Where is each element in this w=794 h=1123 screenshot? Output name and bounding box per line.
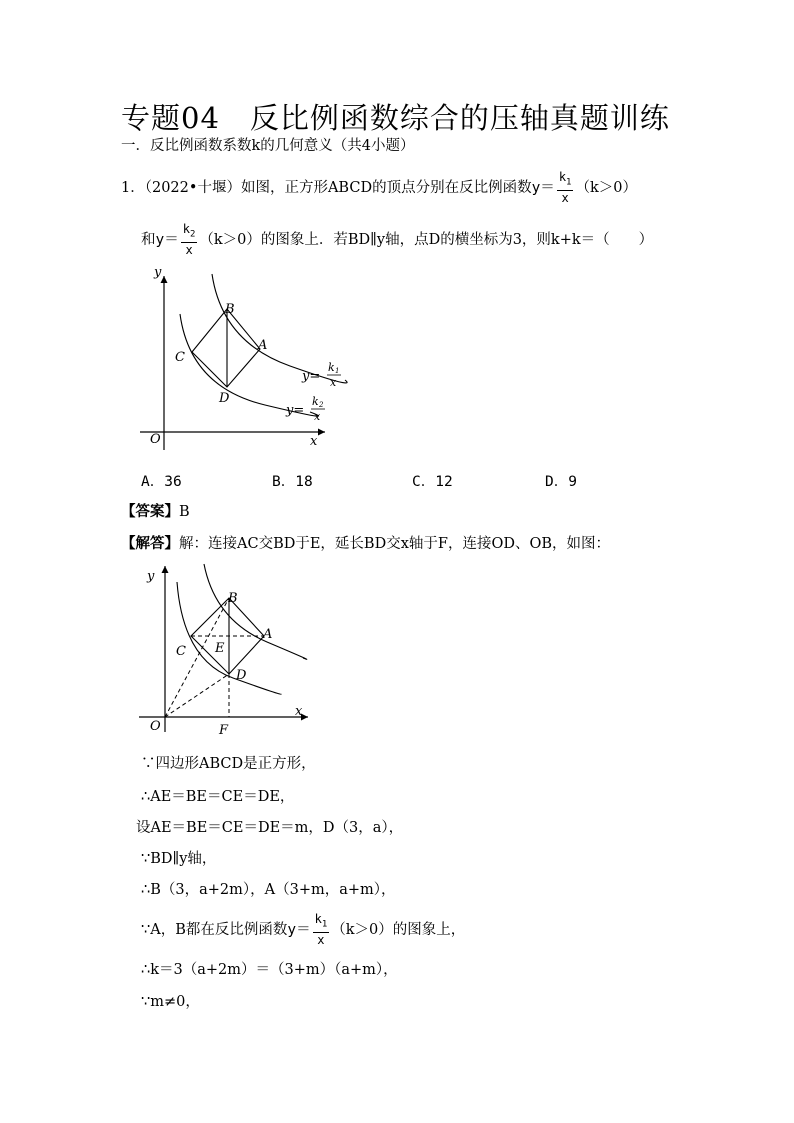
point-a-label: A [258,338,268,353]
solution-step-6 [141,912,465,948]
fraction-numerator: k [314,912,322,926]
answer-value: B [179,504,190,520]
fraction-numerator: k [182,222,190,236]
line-od [165,674,229,717]
curve-k2-y-label: y= [286,403,305,418]
fraction-denominator: x [561,191,569,206]
question-stem-a: 如图，正方形ABCD的顶点分别在反比例函数 [240,180,532,197]
solution-step-2: ∴AE＝BE＝CE＝DE， [141,789,295,805]
fraction-k1-over-x [557,170,574,206]
y-axis-label: y [147,569,155,584]
answer-line [121,500,190,521]
y-equals: y＝ [287,922,311,939]
option-b: B．18 [272,474,313,490]
step-6-text-b: （k＞0）的图象上， [331,922,466,939]
question-1-line-1 [121,170,637,206]
point-b-label: B [228,591,238,606]
fraction-k1-over-x [313,912,330,948]
solution-step-7: ∴k＝3（a+2m）＝（3+m）（a+m）， [141,962,398,978]
solution-step-4: ∵BD∥y轴， [141,851,217,867]
fraction-denominator: x [317,933,325,948]
curve-k2-denominator: x [314,410,321,423]
fraction-denominator: x [185,243,193,258]
point-c-label: C [176,644,186,659]
point-b-label: B [225,302,235,317]
curve-k2 [180,314,319,416]
subscript: 1 [566,177,572,188]
solution-step-1: ∵四边形ABCD是正方形， [141,756,316,772]
point-d-label: D [219,391,230,406]
option-d: D．9 [545,474,577,490]
fraction-k2-over-x [181,222,198,258]
question-1-line-2 [141,222,653,258]
curve-k1-y-label: y= [302,369,321,384]
curve-k1 [212,274,347,383]
fraction-numerator: k [558,170,567,184]
origin-label: O [150,719,161,734]
step-6-text-a: ∵A，B都在反比例函数 [141,922,288,939]
question-number: 1． [121,180,145,197]
point-c-label: C [175,350,185,365]
curve-k1-denominator: x [330,376,337,389]
solution-step-3: 设AE＝BE＝CE＝DE＝m，D（3，a）， [136,820,404,836]
answer-label: 【答案】 [121,503,179,520]
point-d-label: D [236,668,247,683]
point-a-label: A [263,627,273,642]
and-text: 和 [141,232,156,249]
question-source: （2022•十堰） [144,180,241,197]
square-abcd [192,309,260,387]
condition: （k＞0） [575,180,637,197]
subscript: 2 [189,229,196,240]
x-axis-label: x [295,704,303,719]
section-heading: 一．反比例函数系数k的几何意义（共4小题） [121,138,415,154]
question-stem-b: 的图象上．若BD∥y轴，点D的横坐标为3，则k+k＝（ ） [260,232,654,249]
condition: （k＞0） [199,232,261,249]
solution-intro-line [121,532,610,553]
line-ob [165,598,229,717]
figure-2 [133,560,318,740]
solution-step-8: ∵m≠0， [141,994,200,1010]
curve-k2-subscript: 2 [319,401,324,409]
solution-label: 【解答】 [121,535,179,552]
y-equals: y＝ [155,232,179,249]
point-e-label: E [215,641,225,656]
point-f-label: F [219,723,229,738]
curve-k2-numerator: k [312,395,319,408]
solution-step-5: ∴B（3，a+2m），A（3+m，a+m）， [141,882,396,898]
option-c: C．12 [412,474,453,490]
y-equals: y＝ [531,180,555,197]
y-axis-label: y [154,265,162,280]
option-a: A．36 [141,474,182,490]
curve-k1-subscript: 1 [335,367,340,375]
page-title: 专题04 反比例函数综合的压轴真题训练 [121,101,670,135]
origin-label: O [150,432,161,447]
figure-1 [130,262,360,457]
x-axis-label: x [310,434,318,449]
curve-k1-numerator: k [328,361,335,374]
solution-intro: 解：连接AC交BD于E，延长BD交x轴于F，连接OD、OB，如图： [179,536,611,552]
subscript: 1 [321,919,328,930]
